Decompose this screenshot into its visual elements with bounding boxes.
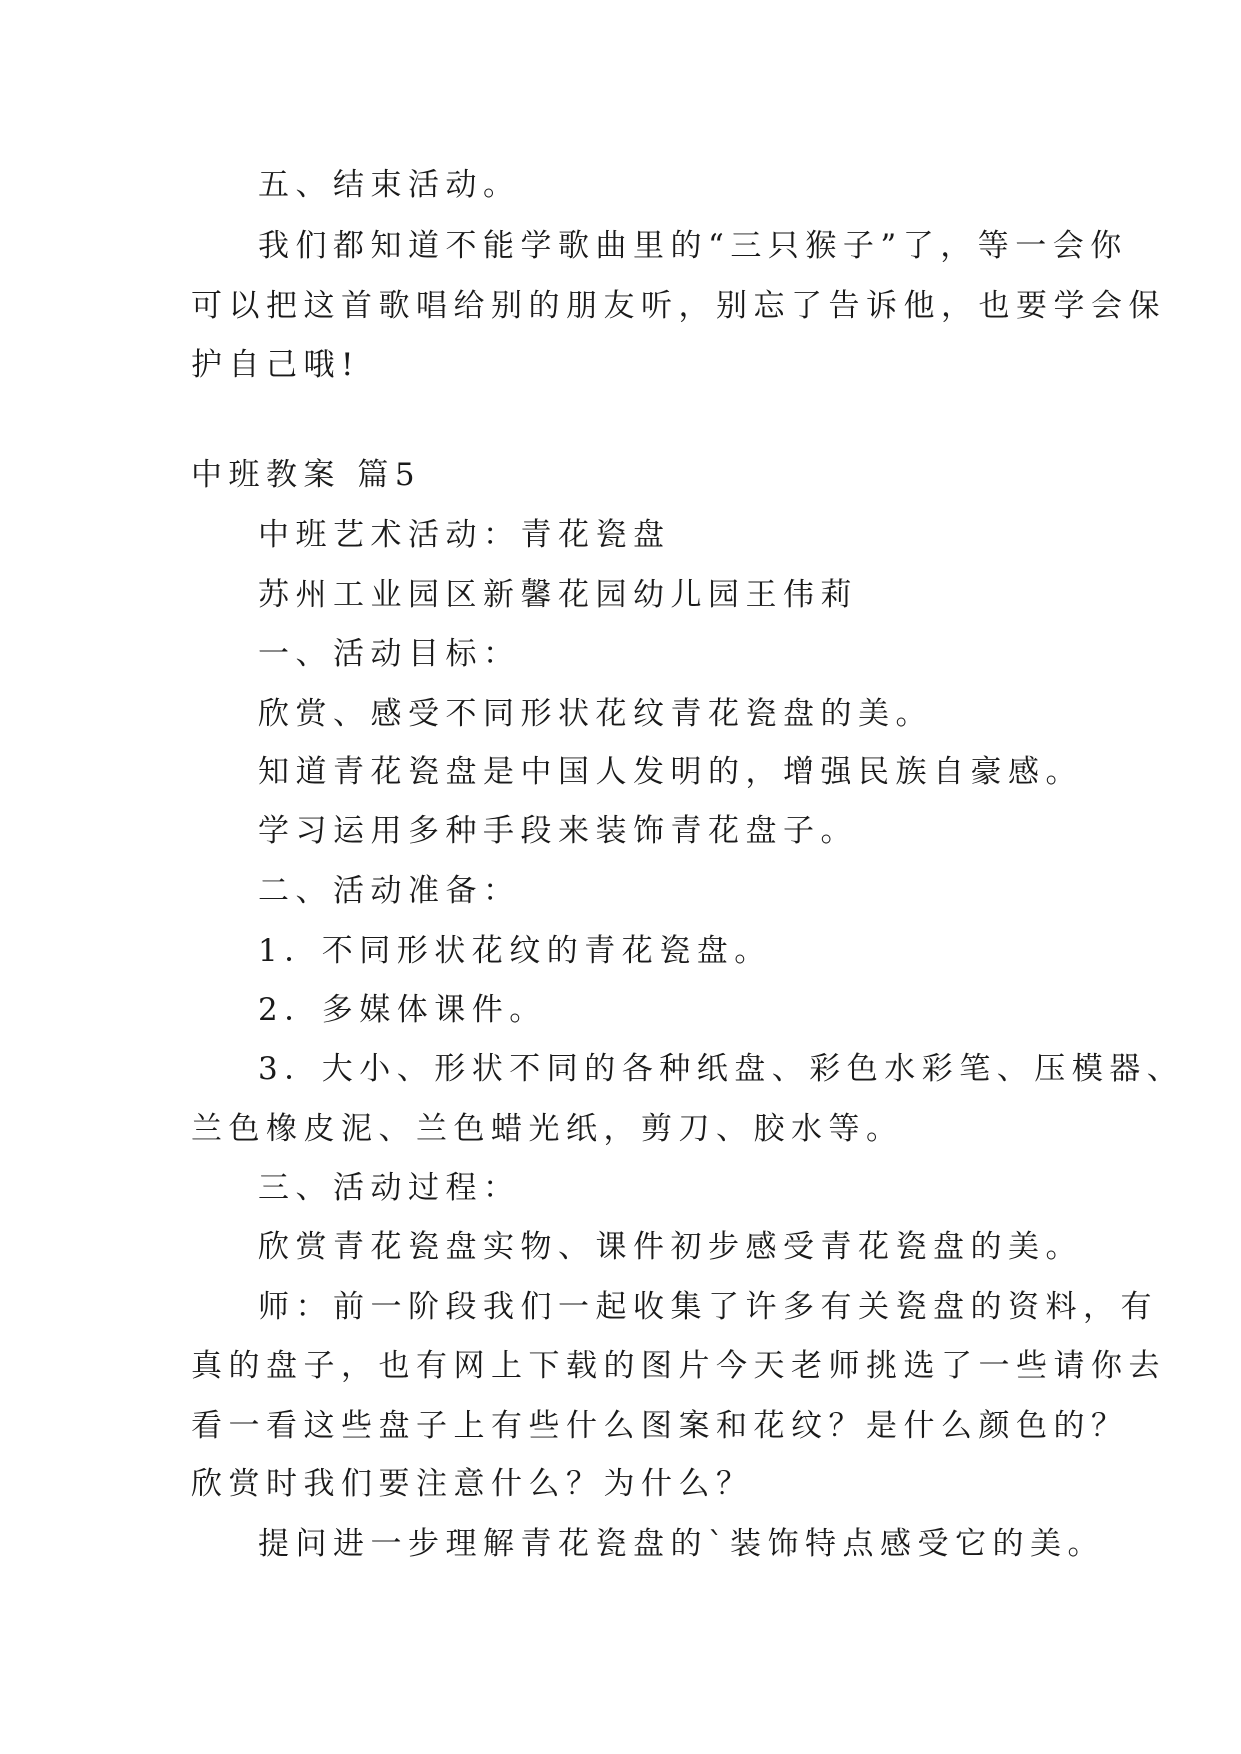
section-heading: 五、结束活动。: [258, 167, 521, 203]
paragraph-line: 学习运用多种手段来装饰青花盘子。: [258, 813, 858, 849]
paragraph-line: 欣赏青花瓷盘实物、课件初步感受青花瓷盘的美。: [258, 1229, 1083, 1265]
paragraph-line: 欣赏、感受不同形状花纹青花瓷盘的美。: [258, 696, 933, 732]
list-item: 3．大小、形状不同的各种纸盘、彩色水彩笔、压模器、: [258, 1051, 1185, 1087]
section-title: 中班教案 篇5: [191, 457, 422, 493]
paragraph-line: 欣赏时我们要注意什么？为什么？: [191, 1466, 754, 1502]
paragraph-line: 护自己哦!: [191, 347, 360, 383]
paragraph-line: 知道青花瓷盘是中国人发明的，增强民族自豪感。: [258, 754, 1083, 790]
paragraph-line: 我们都知道不能学歌曲里的“三只猴子”了，等一会你: [258, 228, 1128, 264]
activity-title: 中班艺术活动：青花瓷盘: [258, 517, 671, 553]
subsection-heading: 一、活动目标：: [258, 636, 521, 672]
subsection-heading: 三、活动过程：: [258, 1170, 521, 1206]
subsection-heading: 二、活动准备：: [258, 873, 521, 909]
paragraph-line: 看一看这些盘子上有些什么图案和花纹？是什么颜色的？: [191, 1408, 1129, 1444]
paragraph-line: 可以把这首歌唱给别的朋友听，别忘了告诉他，也要学会保: [191, 288, 1166, 324]
paragraph-line: 真的盘子，也有网上下载的图片今天老师挑选了一些请你去: [191, 1348, 1166, 1384]
paragraph-line: 师：前一阶段我们一起收集了许多有关瓷盘的资料，有: [258, 1289, 1158, 1325]
list-item: 2．多媒体课件。: [258, 992, 547, 1028]
paragraph-line: 提问进一步理解青花瓷盘的`装饰特点感受它的美。: [258, 1526, 1105, 1562]
list-item: 1．不同形状花纹的青花瓷盘。: [258, 933, 772, 969]
list-item-continuation: 兰色橡皮泥、兰色蜡光纸，剪刀、胶水等。: [191, 1111, 904, 1147]
author-line: 苏州工业园区新馨花园幼儿园王伟莉: [258, 577, 858, 613]
